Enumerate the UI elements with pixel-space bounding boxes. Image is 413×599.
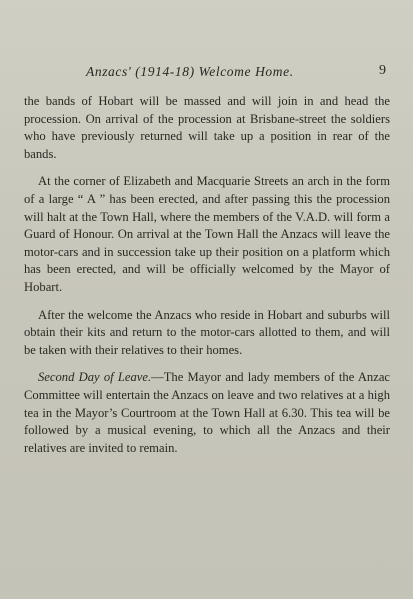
- running-head: Anzacs' (1914-18) Welcome Home.: [86, 64, 294, 79]
- body-text: [24, 93, 390, 457]
- paragraph-second-day: [24, 369, 390, 457]
- paragraph-arch: At the corner of Elizabeth and Macquarie Streets an arch in the form of a large “ A ” has been erected, and after passing this the procession will halt at the Town Hall, where the members of the V.A.D. will form a Guard of Honour. On arrival at the Town Hall the Anzacs will leave the motor-cars and in succession take up their position on a platform which has been erected, and will be officially welcomed by the Mayor of Hobart.: [24, 174, 390, 294]
- paragraph-second-day-text: —The Mayor and lady members of the Anzac Committee will entertain the Anzacs on leave and two relatives at a high tea in the Mayor’s Courtroom at the Town Hall at 6.30. This tea will be followed by a musical evening, to which all the Anzacs and their relatives are invited to remain.: [24, 370, 390, 455]
- page-number: 9: [379, 63, 386, 78]
- paragraph-after-welcome: After the welcome the Anzacs who reside in Hobart and suburbs will obtain their kits and return to the motor-cars allotted to them, and will be taken with their relatives to their homes.: [24, 307, 390, 357]
- runin-heading: Second Day of Leave.: [38, 370, 152, 385]
- paragraph-continued: the bands of Hobart will be massed and will join in and head the procession. On arrival of the procession at Brisbane-street the soldiers who have previously returned will take up a position in rear of the bands.: [24, 94, 390, 161]
